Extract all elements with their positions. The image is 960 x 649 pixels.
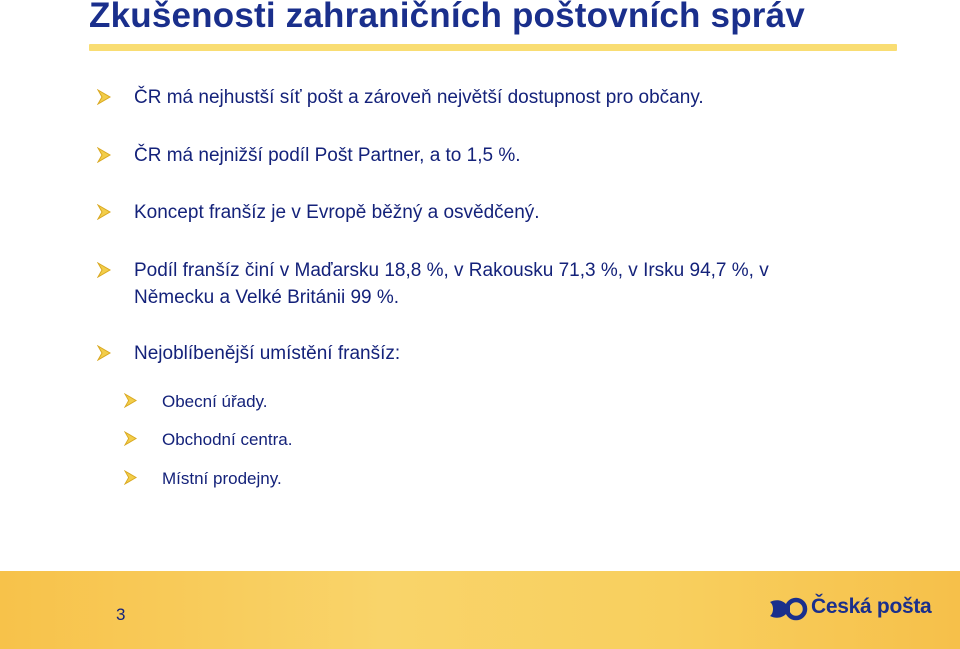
arrow-bullet-icon [124, 470, 137, 485]
bullet-text: ČR má nejhustší síť pošt a zároveň největší dostupnost pro občany. [134, 87, 704, 108]
bullet-text-line2: Německu a Velké Británii 99 %. [134, 287, 400, 308]
bullet-item [97, 257, 769, 311]
arrow-bullet-icon [124, 393, 137, 408]
bullet-text: ČR má nejnižší podíl Pošt Partner, a to 1,5 %. [134, 145, 521, 166]
subbullet-text: Obecní úřady. [162, 392, 268, 411]
arrow-bullet-icon [97, 147, 111, 163]
arrow-bullet-icon [97, 204, 111, 220]
bullet-item [97, 340, 400, 367]
subbullet-item [124, 467, 282, 491]
arrow-bullet-icon [124, 431, 137, 446]
bullet-text: Koncept franšíz je v Evropě běžný a osvědčený. [134, 202, 540, 223]
subbullet-item [124, 428, 292, 452]
subbullet-text: Místní prodejny. [162, 469, 282, 488]
bullet-item [97, 142, 521, 169]
logo-wordmark: Česká pošta [811, 595, 932, 618]
postal-horn-icon [768, 596, 808, 622]
subbullet-item [124, 390, 268, 414]
arrow-bullet-icon [97, 345, 111, 361]
arrow-bullet-icon [97, 89, 111, 105]
bullet-item [97, 84, 704, 111]
bullet-item [97, 199, 540, 226]
arrow-bullet-icon [97, 262, 111, 278]
subbullet-text: Obchodní centra. [162, 430, 293, 449]
page-number: 3 [116, 605, 126, 624]
bullet-text: Nejoblíbenější umístění franšíz: [134, 343, 401, 364]
title-underline [89, 44, 897, 51]
slide-title: Zkušenosti zahraničních poštovních správ [89, 0, 805, 35]
bullet-text-line1: Podíl franšíz činí v Maďarsku 18,8 %, v Rakousku 71,3 %, v Irsku 94,7 %, v [134, 260, 769, 281]
